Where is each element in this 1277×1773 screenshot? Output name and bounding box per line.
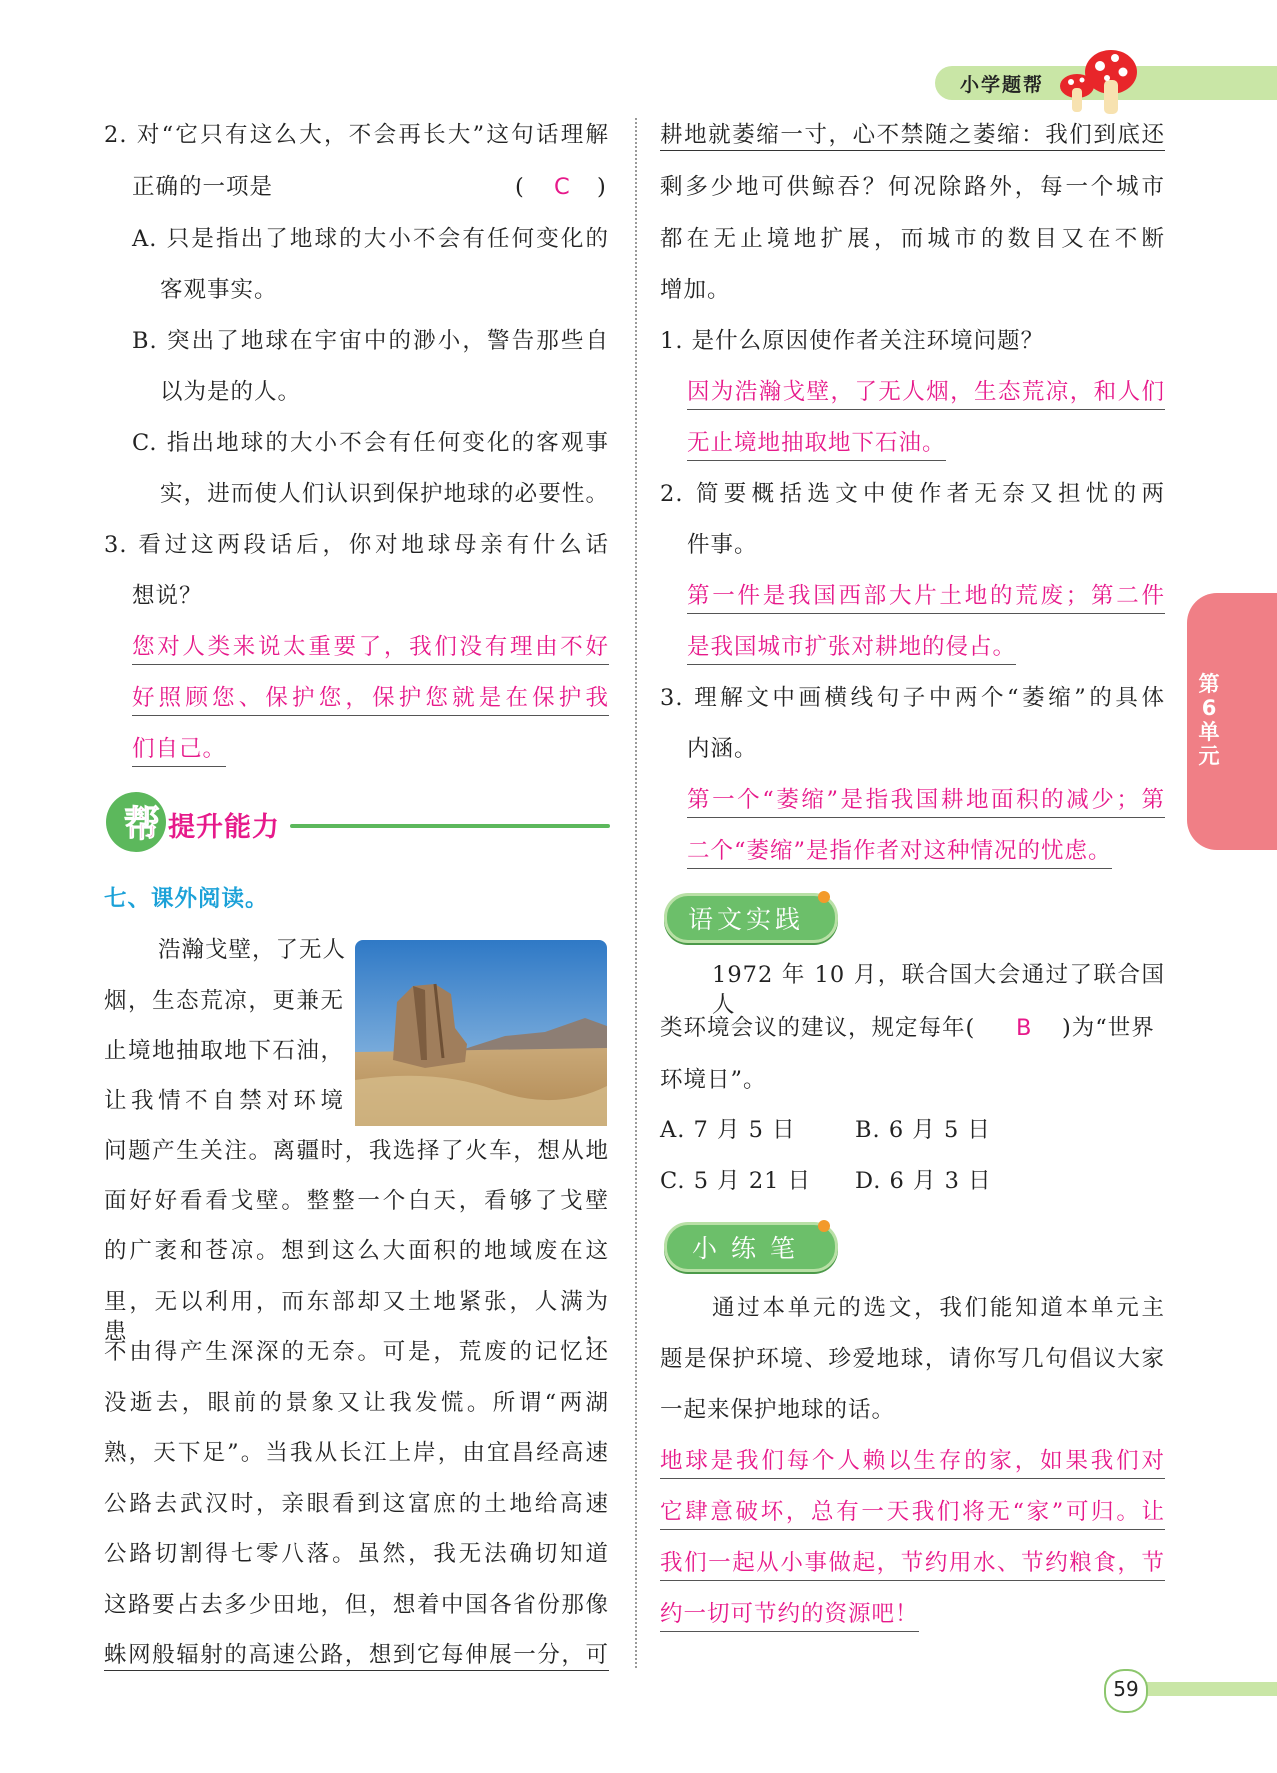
q2-stem-line2: 正确的一项是 bbox=[132, 174, 274, 200]
r-q3-stem-line2: 内涵。 bbox=[687, 736, 758, 762]
q2-answer: C bbox=[554, 174, 571, 200]
passage-line: 让我情不自禁对环境 bbox=[104, 1088, 344, 1114]
q3-answer-line1: 您对人类来说太重要了，我们没有理由不好 bbox=[132, 632, 609, 665]
passage-cont-line3: 都在无止境地扩展，而城市的数目又在不断 bbox=[660, 226, 1165, 252]
writing-answer-line2: 它肆意破坏，总有一天我们将无“家”可归。让 bbox=[660, 1497, 1165, 1530]
passage-line: 没逝去，眼前的景象又让我发慌。所谓“两湖 bbox=[104, 1390, 609, 1416]
practice-option-c: C. 5 月 21 日 bbox=[660, 1168, 812, 1194]
column-divider bbox=[635, 118, 637, 1668]
r-q3-answer-line2: 二个“萎缩”是指作者对这种情况的忧虑。 bbox=[687, 836, 1112, 869]
section-badge: 帮 bbox=[124, 804, 161, 845]
passage-line: 止境地抽取地下石油， bbox=[104, 1038, 344, 1064]
passage-line: 不由得产生深深的无奈。可是，荒废的记忆还 bbox=[104, 1339, 609, 1365]
writing-badge-dot bbox=[818, 1220, 830, 1232]
page-number: 59 bbox=[1113, 1677, 1139, 1701]
practice-line3: 环境日”。 bbox=[660, 1067, 767, 1093]
q2-option-b-line2: 以为是的人。 bbox=[160, 379, 302, 405]
passage-line: 公路去武汉时，亲眼看到这富庶的土地给高速 bbox=[104, 1491, 609, 1517]
q2-stem-line1: 2. 对“它只有这么大，不会再长大”这句话理解 bbox=[104, 122, 609, 148]
unit-side-tab-label: 第6单元 bbox=[1198, 672, 1220, 768]
passage-line: 熟，天下足”。当我从长江上岸，由宜昌经高速 bbox=[104, 1440, 609, 1466]
writing-badge: 小 练 笔 bbox=[692, 1234, 798, 1263]
r-q2-answer-line2: 是我国城市扩张对耕地的侵占。 bbox=[687, 632, 1016, 665]
practice-line1: 1972 年 10 月，联合国大会通过了联合国人 bbox=[712, 962, 1165, 1018]
r-q1-answer-line2: 无止境地抽取地下石油。 bbox=[687, 428, 946, 461]
practice-badge: 语文实践 bbox=[688, 905, 805, 934]
q2-paren-open: ( bbox=[515, 174, 525, 200]
q2-option-c-line2: 实，进而使人们认识到保护地球的必要性。 bbox=[160, 481, 609, 507]
practice-line2-pre: 类环境会议的建议，规定每年( bbox=[660, 1015, 976, 1041]
passage-line: 的广袤和苍凉。想到这么大面积的地域废在这 bbox=[104, 1238, 609, 1264]
q2-option-a-line2: 客观事实。 bbox=[160, 277, 278, 303]
r-q3-answer-line1: 第一个“萎缩”是指我国耕地面积的减少；第 bbox=[687, 785, 1165, 818]
writing-answer-line3: 我们一起从小事做起，节约用水、节约粮食，节 bbox=[660, 1548, 1165, 1581]
passage-line: 蛛网般辐射的高速公路，想到它每伸展一分，可 bbox=[104, 1640, 609, 1671]
practice-answer: B bbox=[1016, 1015, 1033, 1041]
r-q2-stem-line1: 2. 简要概括选文中使作者无奈又担忧的两 bbox=[660, 481, 1165, 507]
q3-stem-line2: 想说？ bbox=[132, 583, 203, 609]
section-rule bbox=[290, 824, 610, 828]
passage-line: 这路要占去多少田地，但，想着中国各省份那像 bbox=[104, 1592, 609, 1618]
q2-option-a-line1: A. 只是指出了地球的大小不会有任何变化的 bbox=[132, 226, 609, 252]
q3-answer-line3: 们自己。 bbox=[132, 734, 226, 767]
writing-line1: 通过本单元的选文，我们能知道本单元主 bbox=[712, 1295, 1165, 1321]
r-q1-answer-line1: 因为浩瀚戈壁，了无人烟，生态荒凉，和人们 bbox=[687, 377, 1165, 410]
passage-line: 公路切割得七零八落。虽然，我无法确切知道 bbox=[104, 1541, 609, 1567]
passage-line: 烟，生态荒凉，更兼无 bbox=[104, 988, 344, 1014]
practice-option-b: B. 6 月 5 日 bbox=[855, 1117, 991, 1143]
passage-cont-line1: 耕地就萎缩一寸，心不禁随之萎缩：我们到底还 bbox=[660, 120, 1165, 151]
practice-badge-dot bbox=[818, 891, 830, 903]
r-q3-stem-line1: 3. 理解文中画横线句子中两个“萎缩”的具体 bbox=[660, 685, 1165, 711]
writing-answer-line4: 约一切可节约的资源吧！ bbox=[660, 1599, 919, 1632]
section-title: 提升能力 bbox=[168, 812, 280, 843]
practice-line2-post: )为“世界 bbox=[1062, 1015, 1155, 1041]
q2-paren-close: ) bbox=[597, 174, 607, 200]
passage-line: 浩瀚戈壁，了无人 bbox=[158, 937, 347, 963]
header-brand: 小学题帮 bbox=[960, 74, 1045, 96]
passage-line: 面好好看看戈壁。整整一个白天，看够了戈壁 bbox=[104, 1188, 609, 1214]
reading-title: 七、课外阅读。 bbox=[104, 886, 269, 912]
q3-answer-line2: 好照顾您、保护您，保护您就是在保护我 bbox=[132, 683, 609, 716]
practice-option-d: D. 6 月 3 日 bbox=[855, 1168, 992, 1194]
q2-option-c-line1: C. 指出地球的大小不会有任何变化的客观事 bbox=[132, 430, 609, 456]
passage-cont-line2: 剩多少地可供鲸吞？何况除路外，每一个城市 bbox=[660, 174, 1165, 200]
passage-cont-line4: 增加。 bbox=[660, 277, 731, 303]
r-q2-stem-line2: 件事。 bbox=[687, 532, 758, 558]
desert-ruin-photo bbox=[355, 940, 607, 1126]
passage-line: 问题产生关注。离疆时，我选择了火车，想从地 bbox=[104, 1138, 609, 1164]
writing-line3: 一起来保护地球的话。 bbox=[660, 1397, 896, 1423]
q3-stem-line1: 3. 看过这两段话后，你对地球母亲有什么话 bbox=[104, 532, 609, 558]
q2-option-b-line1: B. 突出了地球在宇宙中的渺小，警告那些自 bbox=[132, 328, 609, 354]
writing-answer-line1: 地球是我们每个人赖以生存的家，如果我们对 bbox=[660, 1446, 1165, 1479]
r-q1-stem: 1. 是什么原因使作者关注环境问题？ bbox=[660, 328, 1045, 354]
writing-line2: 题是保护环境、珍爱地球，请你写几句倡议大家 bbox=[660, 1346, 1165, 1372]
r-q2-answer-line1: 第一件是我国西部大片土地的荒废；第二件 bbox=[687, 581, 1165, 614]
mushroom-icon bbox=[1055, 44, 1147, 116]
practice-option-a: A. 7 月 5 日 bbox=[660, 1117, 796, 1143]
passage-line: 里，无以利用，而东部却又土地紧张，人满为患， bbox=[104, 1289, 609, 1345]
